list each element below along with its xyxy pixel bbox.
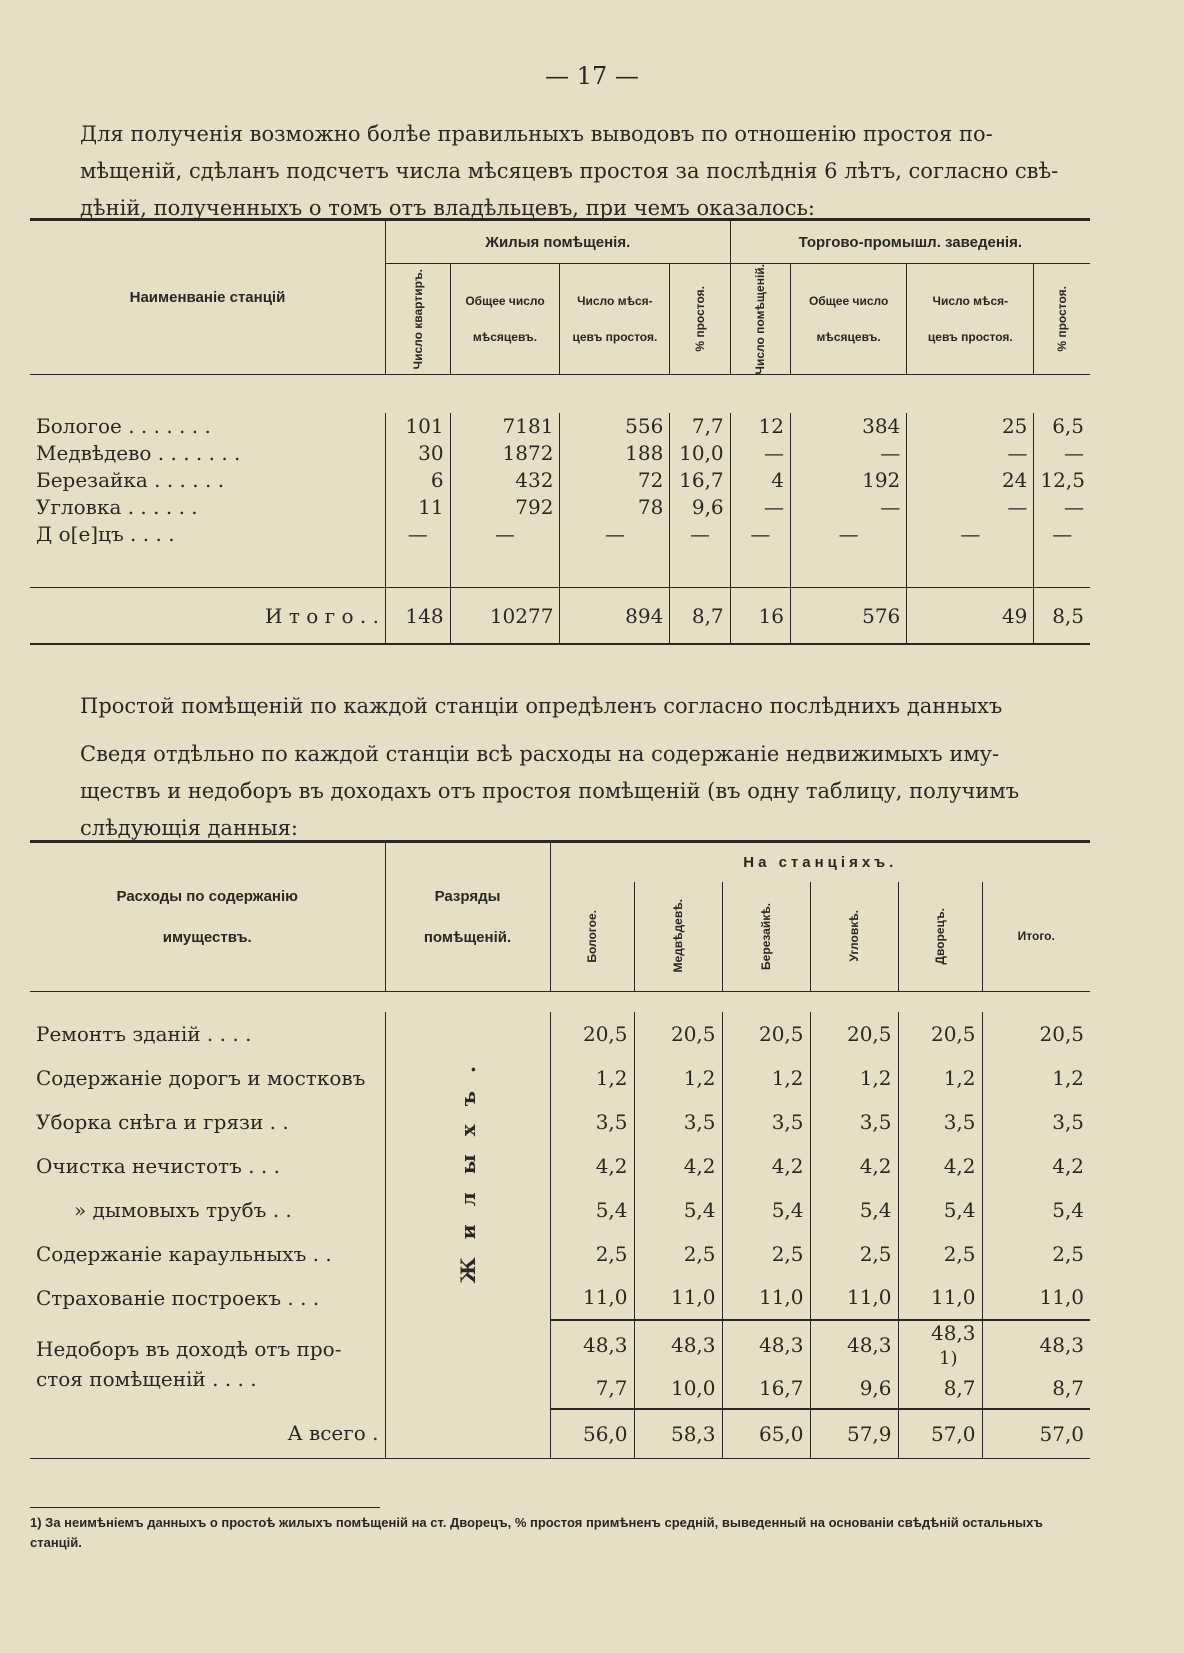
cell: 48,3: [634, 1320, 722, 1369]
cell: 57,0: [982, 1409, 1090, 1459]
cell: 792: [450, 494, 560, 521]
col-idle-months: Число мѣся-: [577, 294, 653, 309]
cell: 1,2: [634, 1056, 722, 1100]
expense-name: Очистка нечистотъ . . .: [36, 1153, 280, 1178]
residential-header: Жилыя помѣщенія.: [385, 220, 730, 264]
cell: 1,2: [722, 1056, 810, 1100]
expenses-header: [30, 842, 385, 992]
cell: 11,0: [982, 1276, 1090, 1320]
cell: 3,5: [550, 1100, 634, 1144]
footnote-mark: 1): [939, 1347, 958, 1369]
paragraph-line: Сведя отдѣльно по каждой станціи всѣ расходы на содержаніе недвижимыхъ иму-: [80, 742, 1000, 766]
table-row: [30, 521, 1090, 548]
cell: 5,4: [634, 1188, 722, 1232]
cell: 72: [560, 467, 670, 494]
cell: 2,5: [898, 1232, 982, 1276]
table-row: [30, 413, 1090, 440]
cell: 7181: [450, 413, 560, 440]
paragraph-summary: [80, 736, 1092, 847]
cell: 7,7: [670, 413, 730, 440]
paragraph-line: ществъ и недоборъ въ доходахъ отъ простоя помѣщеній (въ одну таблицу, получимъ: [80, 779, 1020, 803]
col-trade-percent: % простоя.: [1055, 286, 1070, 353]
expense-name: » дымовыхъ трубъ . .: [74, 1197, 292, 1222]
shortfall-line: стоя помѣщеній . . . .: [36, 1367, 257, 1391]
station-col: Медвѣдевѣ.: [671, 899, 685, 974]
expense-name: Страхованіе построекъ . . .: [36, 1285, 320, 1310]
cell: 894: [560, 588, 670, 644]
cell: 49: [907, 588, 1034, 644]
cell: 10277: [450, 588, 560, 644]
cell: 2,5: [722, 1232, 810, 1276]
cell: 12,5: [1034, 467, 1090, 494]
intro-line: дѣній, полученныхъ о томъ отъ владѣльцевъ, при чемъ оказалось:: [80, 196, 815, 220]
cell: 20,5: [550, 1012, 634, 1056]
cell: 384: [790, 413, 906, 440]
col-rooms: Число помѣщеній.: [753, 264, 768, 375]
row-station: Д о[е]цъ . . . .: [36, 522, 175, 547]
grand-total-row: [30, 1409, 1090, 1459]
cell: 2,5: [634, 1232, 722, 1276]
station-col: Березайкѣ.: [759, 902, 773, 970]
cell: 20,5: [634, 1012, 722, 1056]
cell: —: [385, 521, 450, 548]
cell: —: [790, 494, 906, 521]
shortfall-line: Недоборъ въ доходѣ отъ про-: [36, 1337, 342, 1361]
cell: 20,5: [722, 1012, 810, 1056]
expenses-header-line: Расходы по содержанію: [116, 888, 298, 905]
cell: 16: [730, 588, 790, 644]
intro-line: мѣщеній, сдѣланъ подсчетъ числа мѣсяцевъ простоя за послѣднія 6 лѣтъ, согласно свѣ-: [80, 159, 1059, 183]
cell: —: [730, 440, 790, 467]
stations-header: На станціяхъ.: [550, 842, 1090, 882]
idle-months-table: [30, 218, 1090, 645]
cell: 10,0: [670, 440, 730, 467]
expense-name: Содержаніе караульныхъ . .: [36, 1241, 332, 1266]
paragraph-idle: [80, 688, 1092, 725]
cell: 3,5: [982, 1100, 1090, 1144]
cell: 148: [385, 588, 450, 644]
station-col: Дворецъ.: [933, 907, 947, 965]
cell: 432: [450, 467, 560, 494]
cell: 2,5: [550, 1232, 634, 1276]
cell: 20,5: [810, 1012, 898, 1056]
cell: —: [790, 440, 906, 467]
cell: 48,3: [810, 1320, 898, 1369]
station-col: Угловкѣ.: [847, 910, 861, 963]
category-header: [385, 842, 550, 992]
table-row: [30, 1144, 1090, 1188]
cell: 2,5: [982, 1232, 1090, 1276]
cell: 3,5: [810, 1100, 898, 1144]
cell: —: [730, 494, 790, 521]
cell: 5,4: [982, 1188, 1090, 1232]
col-trade-idle-2: цевъ простоя.: [927, 330, 1013, 345]
cell: 4,2: [634, 1144, 722, 1188]
total-label: И т о г о . .: [265, 603, 379, 628]
table-row: [30, 1012, 1090, 1056]
cell: —: [1034, 521, 1090, 548]
cell: 48,3: [930, 1320, 976, 1345]
footnote-divider: [30, 1507, 380, 1508]
cell: 3,5: [898, 1100, 982, 1144]
cell: 3,5: [722, 1100, 810, 1144]
col-idle-months-2: цевъ простоя.: [572, 330, 658, 345]
cell: 11,0: [634, 1276, 722, 1320]
cell: 1,2: [810, 1056, 898, 1100]
cell: 9,6: [670, 494, 730, 521]
cell: 11,0: [722, 1276, 810, 1320]
table1-body: [30, 413, 1090, 644]
cell: 4: [730, 467, 790, 494]
cell: —: [560, 521, 670, 548]
table-row: [30, 1188, 1090, 1232]
cell: 20,5: [982, 1012, 1090, 1056]
cell: 4,2: [982, 1144, 1090, 1188]
expense-name: Содержаніе дорогъ и мостковъ: [36, 1065, 366, 1090]
cell: 4,2: [550, 1144, 634, 1188]
cell: 48,3: [982, 1320, 1090, 1369]
cell: 4,2: [898, 1144, 982, 1188]
cell: 11,0: [810, 1276, 898, 1320]
paragraph-line: слѣдующія данныя:: [80, 816, 298, 840]
intro-line: Для полученія возможно болѣе правильныхъ выводовъ по отношенію простоя по-: [80, 122, 993, 146]
total-row: [30, 588, 1090, 644]
cell: 576: [790, 588, 906, 644]
cell: 16,7: [722, 1369, 810, 1409]
cell: 48,3: [550, 1320, 634, 1369]
cell: 25: [907, 413, 1034, 440]
table-row: [30, 494, 1090, 521]
cell: 8,7: [982, 1369, 1090, 1409]
cell: 3,5: [634, 1100, 722, 1144]
table-row: [30, 1100, 1090, 1144]
station-col: Бологое.: [585, 909, 599, 963]
cell: 1,2: [550, 1056, 634, 1100]
cell: 1,2: [898, 1056, 982, 1100]
expense-name: Ремонтъ зданій . . . .: [36, 1021, 252, 1046]
paragraph-line: Простой помѣщеній по каждой станціи опредѣленъ согласно послѣднихъ данныхъ: [80, 694, 1003, 718]
cell: 56,0: [550, 1409, 634, 1459]
table-row: [30, 1232, 1090, 1276]
category-header-line: помѣщеній.: [423, 929, 512, 946]
cell: 48,3: [722, 1320, 810, 1369]
row-station: Медвѣдево . . . . . . .: [36, 441, 241, 466]
cell: 4,2: [722, 1144, 810, 1188]
shortfall-label: [30, 1320, 385, 1409]
intro-paragraph: [80, 116, 1092, 227]
table-row: [30, 1056, 1090, 1100]
cell: 65,0: [722, 1409, 810, 1459]
cell: 8,7: [898, 1369, 982, 1409]
cell: —: [1034, 440, 1090, 467]
table-row: [30, 1276, 1090, 1320]
total-col: Итого.: [982, 882, 1090, 992]
cell: —: [450, 521, 560, 548]
row-station: Бологое . . . . . . .: [36, 414, 211, 439]
cell: 20,5: [898, 1012, 982, 1056]
cell: 57,9: [810, 1409, 898, 1459]
cell: —: [907, 521, 1034, 548]
cell: 10,0: [634, 1369, 722, 1409]
cell: 9,6: [810, 1369, 898, 1409]
grand-total-label: А всего .: [287, 1421, 379, 1446]
cell: 8,5: [1034, 588, 1090, 644]
table-row: [30, 440, 1090, 467]
cell: 12: [730, 413, 790, 440]
cell: 6,5: [1034, 413, 1090, 440]
cell: 5,4: [722, 1188, 810, 1232]
cell: 58,3: [634, 1409, 722, 1459]
cell: —: [907, 440, 1034, 467]
col-trade-idle: Число мѣся-: [932, 294, 1009, 309]
cell: 5,4: [898, 1188, 982, 1232]
cell: —: [730, 521, 790, 548]
cell: 5,4: [810, 1188, 898, 1232]
cell: 192: [790, 467, 906, 494]
cell: 24: [907, 467, 1034, 494]
cell: 11,0: [898, 1276, 982, 1320]
cell: —: [1034, 494, 1090, 521]
expenses-header-line: имуществъ.: [162, 929, 252, 946]
cell: 1872: [450, 440, 560, 467]
trade-header: Торгово-промышл. заведенія.: [730, 220, 1090, 264]
cell: 5,4: [550, 1188, 634, 1232]
cell-with-note: [898, 1320, 982, 1369]
category-header-line: Разряды: [434, 888, 501, 905]
cell: 2,5: [810, 1232, 898, 1276]
cell: 78: [560, 494, 670, 521]
col-percent: % простоя.: [692, 286, 707, 353]
table-row: [30, 467, 1090, 494]
cell: —: [790, 521, 906, 548]
cell: 6: [385, 467, 450, 494]
footnote: 1) За неимѣніемъ данныхъ о простоѣ жилыхъ помѣщеній на ст. Дворецъ, % простоя примѣненъ средній, выведенный на основаніи свѣдѣній остальныхъ станцій.: [30, 1515, 1043, 1550]
cell: 7,7: [550, 1369, 634, 1409]
category-label: Жилыхъ.: [455, 1047, 480, 1284]
cell: 556: [560, 413, 670, 440]
cell: —: [907, 494, 1034, 521]
cell: 11: [385, 494, 450, 521]
cell: 101: [385, 413, 450, 440]
expenses-table: [30, 840, 1090, 1459]
cell: 188: [560, 440, 670, 467]
station-header: Наименваніе станцій: [30, 220, 385, 375]
cell: 8,7: [670, 588, 730, 644]
cell: 30: [385, 440, 450, 467]
col-total-months-2: мѣсяцевъ.: [472, 330, 538, 345]
row-station: Угловка . . . . . .: [36, 495, 198, 520]
subtotal-row: [30, 1320, 1090, 1369]
col-trade-total: Общее число: [808, 294, 889, 309]
row-station: Березайка . . . . . .: [36, 468, 225, 493]
page-number: — 17 —: [545, 62, 639, 90]
col-apartments: Число квартиръ.: [410, 269, 425, 370]
cell: 1,2: [982, 1056, 1090, 1100]
cell: 4,2: [810, 1144, 898, 1188]
col-total-months: Общее число: [465, 294, 545, 309]
category-cell: [385, 1012, 550, 1320]
cell: 16,7: [670, 467, 730, 494]
expense-name: Уборка снѣга и грязи . .: [36, 1109, 289, 1134]
cell: 11,0: [550, 1276, 634, 1320]
cell: —: [670, 521, 730, 548]
col-trade-total-2: мѣсяцевъ.: [816, 330, 881, 345]
cell: 57,0: [898, 1409, 982, 1459]
